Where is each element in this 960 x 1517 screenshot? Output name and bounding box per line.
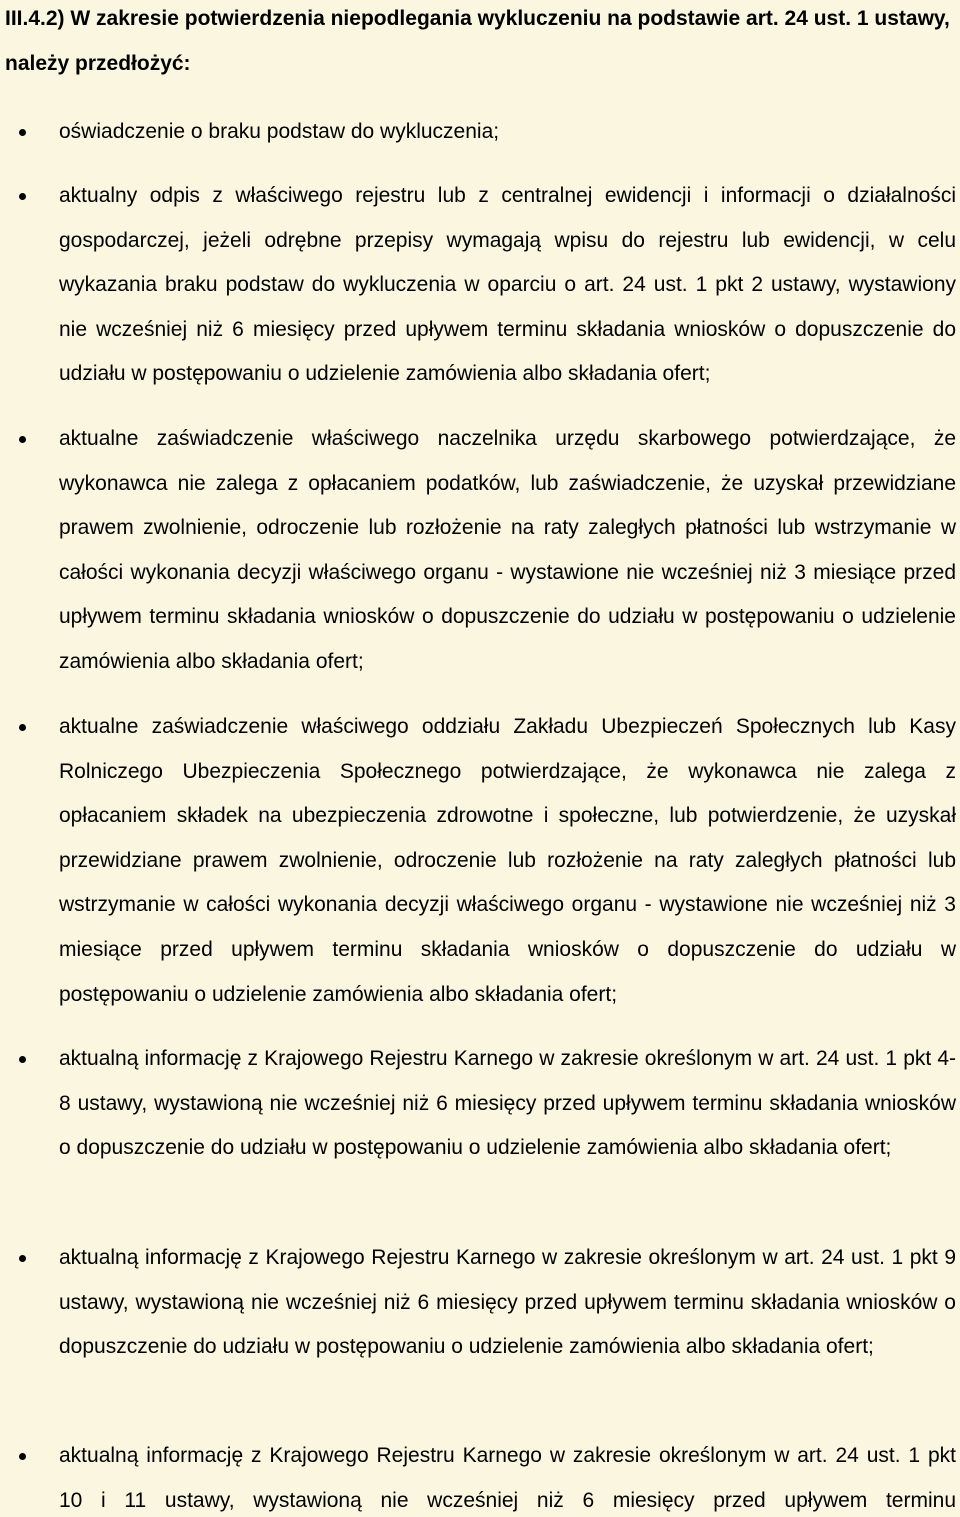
- bullet-icon: [19, 1255, 26, 1262]
- list-item-text: aktualne zaświadczenie właściwego oddziału Zakładu Ubezpieczeń Społecznych lub Kasy Rolniczego Ubezpieczenia Społecznego potwierdzające, że wykonawca nie zalega z opłacaniem składek na ubezpieczenia zdrowotne i społeczne, lub potwierdzenie, że uzyskał przewidziane prawem zwolnienie, odroczenie lub rozłożenie na raty zaległych płatności lub wstrzymanie w całości wykonania decyzji właściwego organu - wystawione nie wcześniej niż 3 miesiące przed upływem terminu składania wniosków o dopuszczenie do udziału w postępowaniu o udzielenie zamówienia albo składania ofert;: [59, 715, 956, 1006]
- list-item-text: oświadczenie o braku podstaw do wykluczenia;: [59, 120, 500, 143]
- list-item-text: aktualną informację z Krajowego Rejestru Karnego w zakresie określonym w art. 24 ust. 1 pkt 4-8 ustawy, wystawioną nie wcześniej niż 6 miesięcy przed upływem terminu składania wniosków o dopuszczenie do udziału w postępowaniu o udzielenie zamówienia albo składania ofert;: [59, 1047, 956, 1160]
- list-item-text: aktualną informację z Krajowego Rejestru Karnego w zakresie określonym w art. 24 ust. 1 pkt 9 ustawy, wystawioną nie wcześniej niż 6 miesięcy przed upływem terminu składania wniosków o dopuszczenie do udziału w postępowaniu o udzielenie zamówienia albo składania ofert;: [59, 1246, 956, 1359]
- list-item-text: aktualny odpis z właściwego rejestru lub z centralnej ewidencji i informacji o działalności gospodarczej, jeżeli odrębne przepisy wymagają wpisu do rejestru lub ewidencji, w celu wykazania braku podstaw do wykluczenia w oparciu o art. 24 ust. 1 pkt 2 ustawy, wystawiony nie wcześniej niż 6 miesięcy przed upływem terminu składania wniosków o dopuszczenie do udziału w postępowaniu o udzielenie zamówienia albo składania ofert;: [59, 184, 956, 386]
- list-item-text: aktualne zaświadczenie właściwego naczelnika urzędu skarbowego potwierdzające, że wykonawca nie zalega z opłacaniem podatków, lub zaświadczenie, że uzyskał przewidziane prawem zwolnienie, odroczenie lub rozłożenie na raty zaległych płatności lub wstrzymanie w całości wykonania decyzji właściwego organu - wystawione nie wcześniej niż 3 miesiące przed upływem terminu składania wniosków o dopuszczenie do udziału w postępowaniu o udzielenie zamówienia albo składania ofert;: [59, 427, 956, 673]
- bullet-icon: [19, 436, 26, 443]
- bullet-icon: [19, 1453, 26, 1460]
- bullet-icon: [19, 1056, 26, 1063]
- bullet-icon: [19, 193, 26, 200]
- section-heading: III.4.2) W zakresie potwierdzenia niepodlegania wykluczeniu na podstawie art. 24 ust. 1 ustawy, należy przedłożyć:: [5, 7, 950, 75]
- list-item-text: aktualną informację z Krajowego Rejestru Karnego w zakresie określonym w art. 24 ust. 1 pkt 10 i 11 ustawy, wystawioną nie wcześniej niż 6 miesięcy przed upływem terminu: [59, 1444, 956, 1512]
- bullet-icon: [19, 129, 26, 136]
- bullet-icon: [19, 724, 26, 731]
